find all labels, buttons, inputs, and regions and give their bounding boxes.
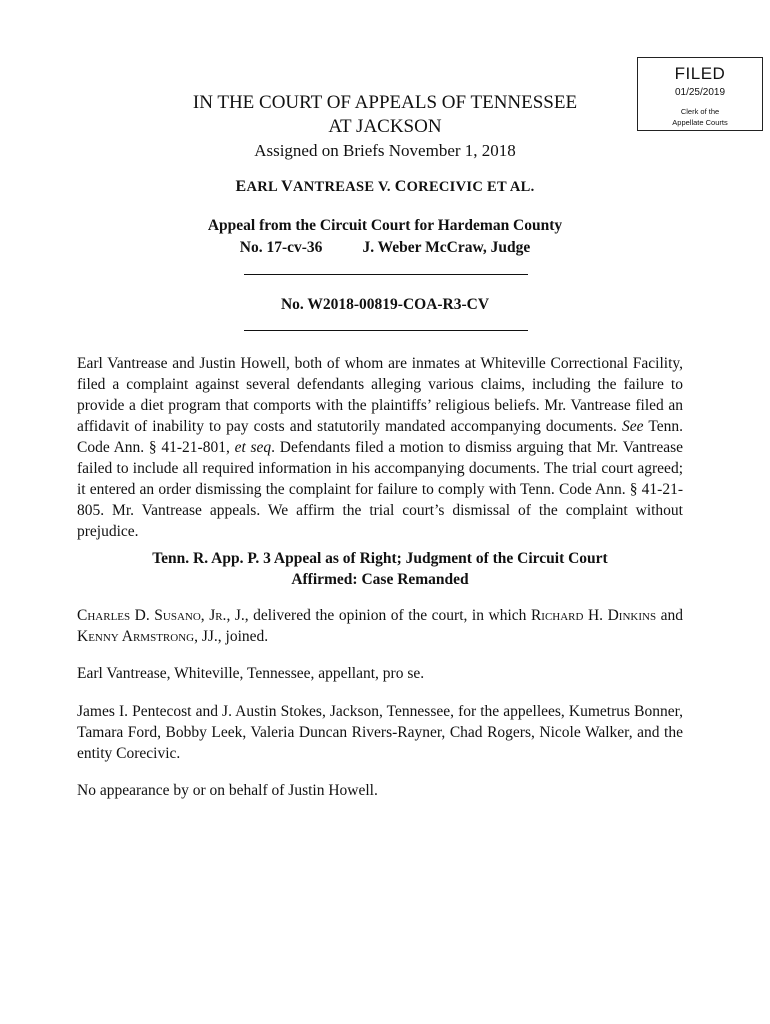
opinion-statement — [77, 605, 683, 647]
appeal-docket-number: No. W2018-00819-COA-R3-CV — [280, 296, 490, 313]
case-title-part1: ARL — [246, 179, 282, 195]
case-summary — [77, 353, 683, 542]
filed-date: 01/25/2019 — [674, 87, 726, 98]
filed-clerk-line1: Clerk of the — [680, 107, 720, 116]
court-name: IN THE COURT OF APPEALS OF TENNESSEE — [192, 92, 578, 113]
opinion-text1: , J., delivered the opinion of the court, in which — [226, 607, 531, 624]
case-title-e: E — [235, 178, 247, 195]
opinion-judge3: Kenny Armstrong — [77, 628, 195, 645]
court-location: AT JACKSON — [328, 116, 442, 137]
opinion-author: Charles D. Susano, Jr. — [77, 607, 227, 624]
divider-bottom — [244, 330, 528, 331]
summary-part1: Earl Vantrease and Justin Howell, both of whom are inmates at Whiteville Correctional Facility, filed a complaint against several defendants alleging various claims, including the failure to provide a diet program that comports with the plaintiffs’ religious beliefs. Mr. Vantrease filed an affidavit of inability to pay costs and statutorily mandated accompanying documents. — [77, 355, 683, 435]
case-title-v: V — [281, 178, 293, 195]
trial-judge: J. Weber McCraw, Judge — [362, 239, 531, 256]
case-title-part2: ANTREASE V. — [292, 179, 395, 195]
case-title — [0, 178, 770, 196]
summary-et-seq: et seq — [234, 439, 272, 456]
appellant-counsel: Earl Vantrease, Whiteville, Tennessee, appellant, pro se. — [77, 665, 425, 682]
case-title-c: C — [394, 178, 407, 195]
holding-line2: Affirmed: Case Remanded — [291, 571, 469, 588]
opinion-text2: and — [656, 607, 683, 624]
trial-docket-number: No. 17-cv-36 — [239, 239, 323, 256]
case-title-part3: ORECIVIC ET AL. — [406, 179, 535, 195]
holding — [77, 548, 683, 590]
filed-clerk-line2: Appellate Courts — [672, 118, 728, 127]
trial-info — [0, 239, 770, 257]
summary-part3: . Defendants filed a motion to dismiss arguing that Mr. Vantrease failed to include all required information in his accompanying documents. The trial court agreed; it entered an order dismissing the complaint for failure to comply with Tenn. Code Ann. § 41-21-805. Mr. Vantrease appeals. We affirm the trial court’s dismissal of the complaint without prejudice. — [77, 439, 683, 540]
assigned-on-briefs: Assigned on Briefs November 1, 2018 — [254, 141, 516, 160]
summary-see: See — [622, 418, 644, 435]
filed-label: FILED — [674, 64, 726, 83]
opinion-text3: , JJ., joined. — [194, 628, 269, 645]
no-appearance: No appearance by or on behalf of Justin Howell. — [77, 782, 378, 799]
appeal-from: Appeal from the Circuit Court for Hardeman County — [207, 217, 563, 234]
appellees-counsel: James I. Pentecost and J. Austin Stokes, Jackson, Tennessee, for the appellees, Kumetrus Bonner, Tamara Ford, Bobby Leek, Valeria Duncan Rivers-Rayner, Chad Rogers, Nicole Walker, and the entity Corecivic. — [77, 703, 683, 762]
holding-line1: Tenn. R. App. P. 3 Appeal as of Right; Judgment of the Circuit Court — [152, 550, 608, 567]
opinion-judge2: Richard H. Dinkins — [530, 607, 657, 624]
divider-top — [244, 274, 528, 275]
summary-part2: Tenn. Code Ann. § 41-21-801, — [77, 418, 683, 456]
